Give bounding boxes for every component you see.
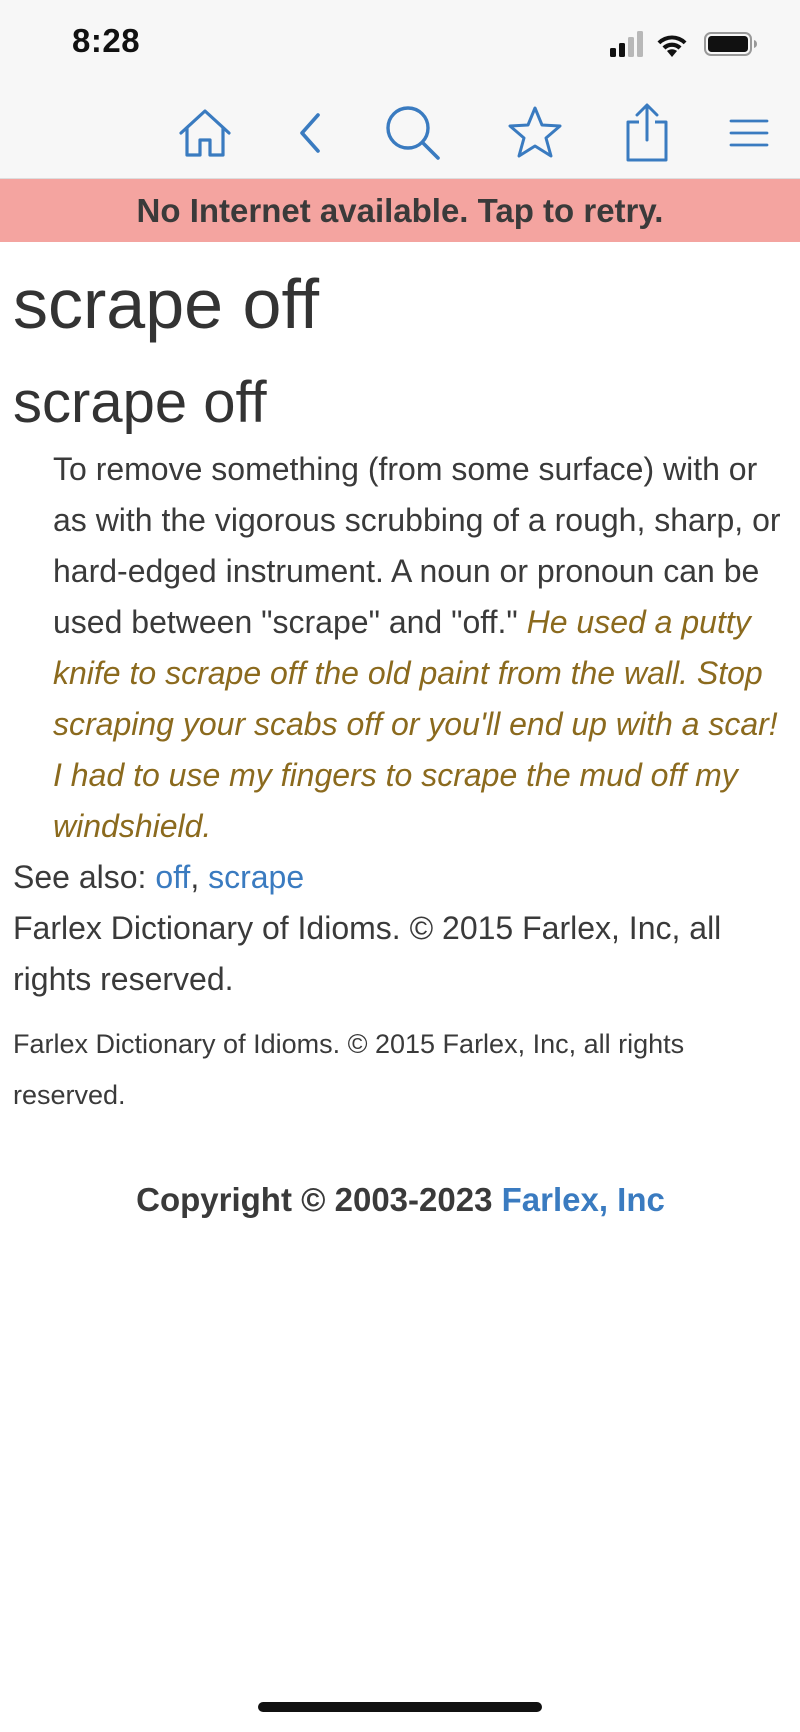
- page-title: scrape off: [13, 265, 320, 343]
- definition-block: [53, 444, 788, 852]
- home-button[interactable]: [172, 100, 238, 166]
- menu-icon: [729, 115, 769, 151]
- footer-source: Farlex Dictionary of Idioms. © 2015 Farlex, Inc, all rights reserved.: [13, 1029, 685, 1110]
- back-icon: [290, 105, 330, 161]
- offline-retry-banner[interactable]: No Internet available. Tap to retry.: [0, 179, 800, 242]
- status-time: 8:28: [72, 22, 141, 59]
- home-indicator[interactable]: [258, 1702, 542, 1712]
- wifi-icon: [658, 35, 687, 57]
- toolbar: [0, 86, 800, 179]
- copyright: [13, 1181, 788, 1219]
- see-also-link-off[interactable]: off: [155, 859, 191, 895]
- definition-text: To remove something (from some surface) with or as with the vigorous scrubbing of a rough, sharp, or hard-edged instrument. A noun or pronoun can be used between "scrape" and "off.": [53, 451, 781, 640]
- main-content: [13, 242, 788, 1219]
- share-button[interactable]: [614, 100, 680, 166]
- status-icons: [610, 28, 760, 60]
- back-button[interactable]: [277, 100, 343, 166]
- menu-button[interactable]: [716, 100, 782, 166]
- entry-headword: scrape off: [13, 370, 267, 435]
- see-also: [13, 852, 788, 903]
- search-button[interactable]: [380, 100, 446, 166]
- battery-icon: [705, 33, 757, 55]
- share-icon: [622, 102, 672, 164]
- cellular-signal-icon: [610, 31, 643, 57]
- entry-source: Farlex Dictionary of Idioms. © 2015 Farlex, Inc, all rights reserved.: [13, 910, 722, 997]
- see-also-link-scrape[interactable]: scrape: [208, 859, 305, 895]
- copyright-text: Copyright © 2003-2023: [136, 1181, 502, 1218]
- star-icon: [506, 104, 564, 162]
- search-icon: [383, 103, 443, 163]
- farlex-link[interactable]: Farlex, Inc: [501, 1181, 665, 1218]
- favorite-button[interactable]: [502, 100, 568, 166]
- home-icon: [177, 105, 233, 161]
- see-also-separator: ,: [190, 859, 209, 895]
- see-also-label: See also:: [13, 859, 156, 895]
- status-bar: [0, 0, 800, 86]
- example-sentences: He used a putty knife to scrape off the old paint from the wall. Stop scraping your scabs off or you'll end up with a scar! I had to use my fingers to scrape the mud off my windshield.: [53, 604, 778, 844]
